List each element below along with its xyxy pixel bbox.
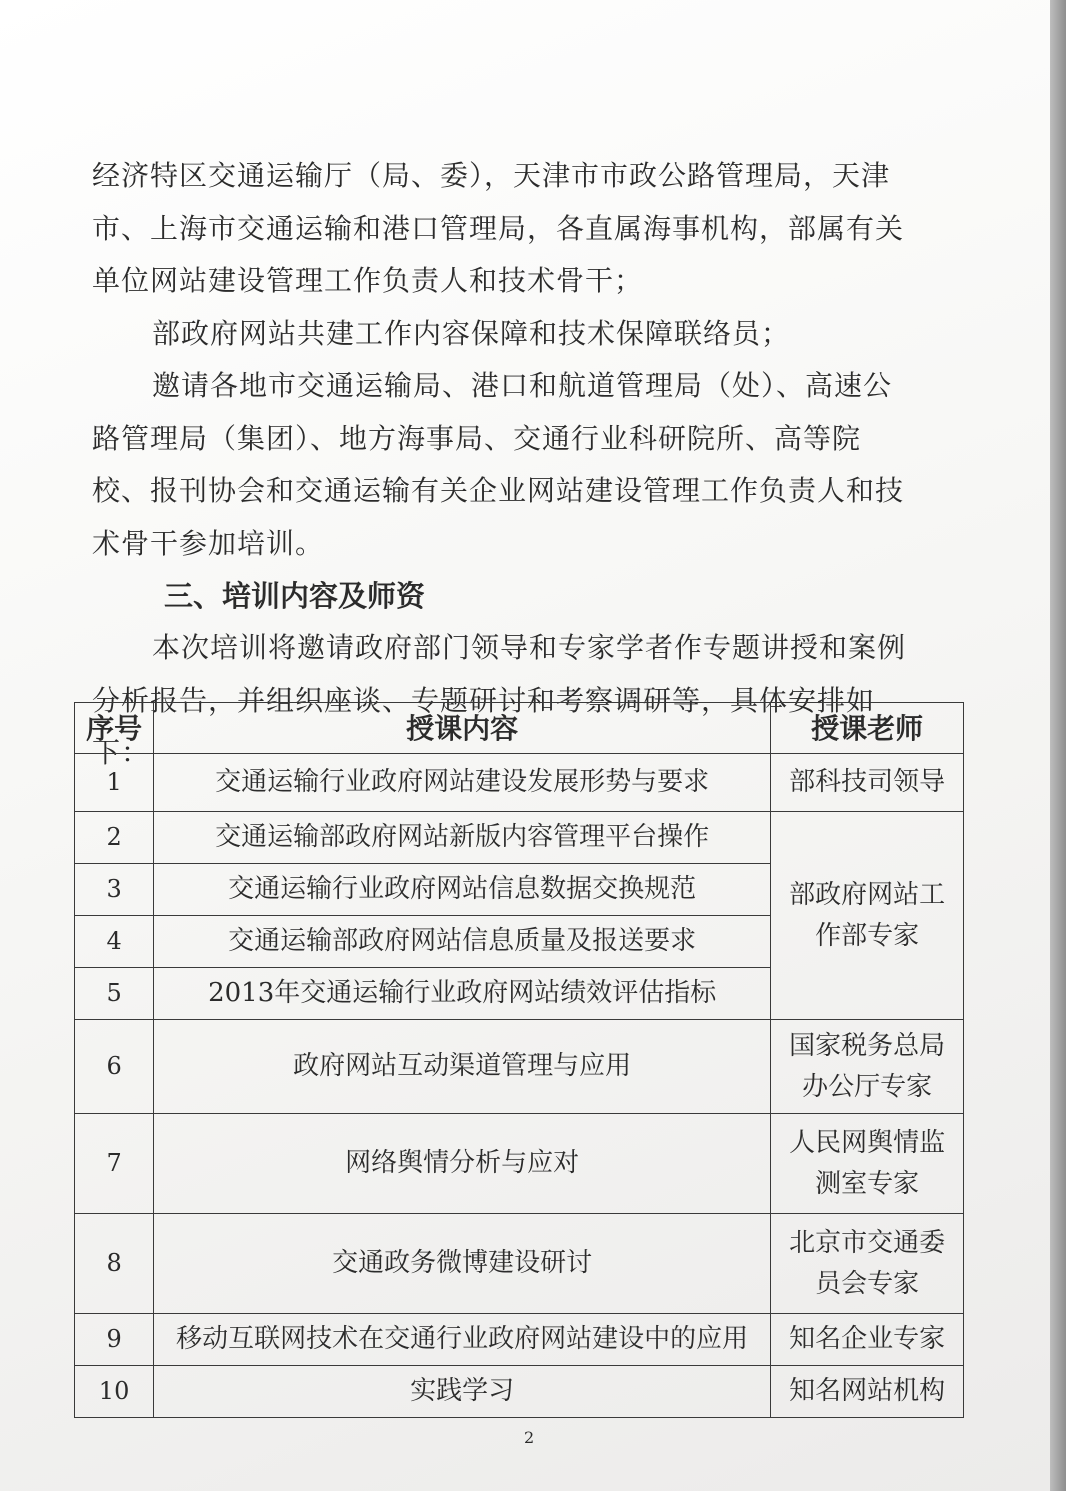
- row-content: 网络舆情分析与应对: [154, 1114, 771, 1214]
- row-teacher: 部科技司领导: [771, 754, 964, 812]
- table-row: [75, 1366, 964, 1418]
- paragraph-invited: 邀请各地市交通运输局、港口和航道管理局（处）、高速公路管理局（集团）、地方海事局、交通行业科研院所、高等院校、报刊协会和交通运输有关企业网站建设管理工作负责人和技术骨干参加培训。: [92, 369, 905, 560]
- paragraph-intro: 本次培训将邀请政府部门领导和专家学者作专题讲授和案例分析报告，并组织座谈、专题研讨和考察调研等，具体安排如下：: [92, 631, 907, 769]
- paragraph-liaison: 部政府网站共建工作内容保障和技术保障联络员；: [152, 316, 791, 350]
- row-teacher: 人民网舆情监测室专家: [771, 1114, 964, 1214]
- row-teacher: 国家税务总局办公厅专家: [771, 1020, 964, 1114]
- row-teacher: 部政府网站工作部专家: [771, 812, 964, 1020]
- row-teacher: 北京市交通委员会专家: [771, 1214, 964, 1314]
- header-no: 序号: [75, 703, 154, 754]
- row-content: 交通运输行业政府网站建设发展形势与要求: [154, 754, 771, 812]
- document-body: [92, 150, 912, 780]
- table-row: [75, 1214, 964, 1314]
- row-teacher: 知名网站机构: [771, 1366, 964, 1418]
- row-no: 10: [75, 1366, 154, 1418]
- row-content: 交通运输部政府网站新版内容管理平台操作: [154, 812, 771, 864]
- table-row: [75, 1114, 964, 1214]
- table-row: [75, 1314, 964, 1366]
- row-no: 4: [75, 916, 154, 968]
- row-no: 3: [75, 864, 154, 916]
- row-content: 交通运输行业政府网站信息数据交换规范: [154, 864, 771, 916]
- row-no: 6: [75, 1020, 154, 1114]
- section-heading: 三、培训内容及师资: [164, 579, 426, 613]
- page-number: 2: [524, 1428, 535, 1447]
- schedule-table: [74, 702, 964, 1418]
- row-content: 交通政务微博建设研讨: [154, 1214, 771, 1314]
- page-edge-shadow: [1050, 0, 1066, 1491]
- row-content: 政府网站互动渠道管理与应用: [154, 1020, 771, 1114]
- row-teacher: 知名企业专家: [771, 1314, 964, 1366]
- row-no: 1: [75, 754, 154, 812]
- row-content: 实践学习: [154, 1366, 771, 1418]
- table-row: [75, 812, 964, 864]
- row-no: 2: [75, 812, 154, 864]
- table-row: [75, 754, 964, 812]
- row-no: 8: [75, 1214, 154, 1314]
- header-teacher: 授课老师: [771, 703, 964, 754]
- paragraph-participants: 经济特区交通运输厅（局、委），天津市市政公路管理局，天津市、上海市交通运输和港口管理局，各直属海事机构，部属有关单位网站建设管理工作负责人和技术骨干；: [92, 159, 905, 297]
- row-no: 9: [75, 1314, 154, 1366]
- row-content: 交通运输部政府网站信息质量及报送要求: [154, 916, 771, 968]
- header-content: 授课内容: [154, 703, 771, 754]
- row-content: 移动互联网技术在交通行业政府网站建设中的应用: [154, 1314, 771, 1366]
- row-content: 2013年交通运输行业政府网站绩效评估指标: [154, 968, 771, 1020]
- table-row: [75, 1020, 964, 1114]
- table-header-row: [75, 703, 964, 754]
- row-no: 5: [75, 968, 154, 1020]
- row-no: 7: [75, 1114, 154, 1214]
